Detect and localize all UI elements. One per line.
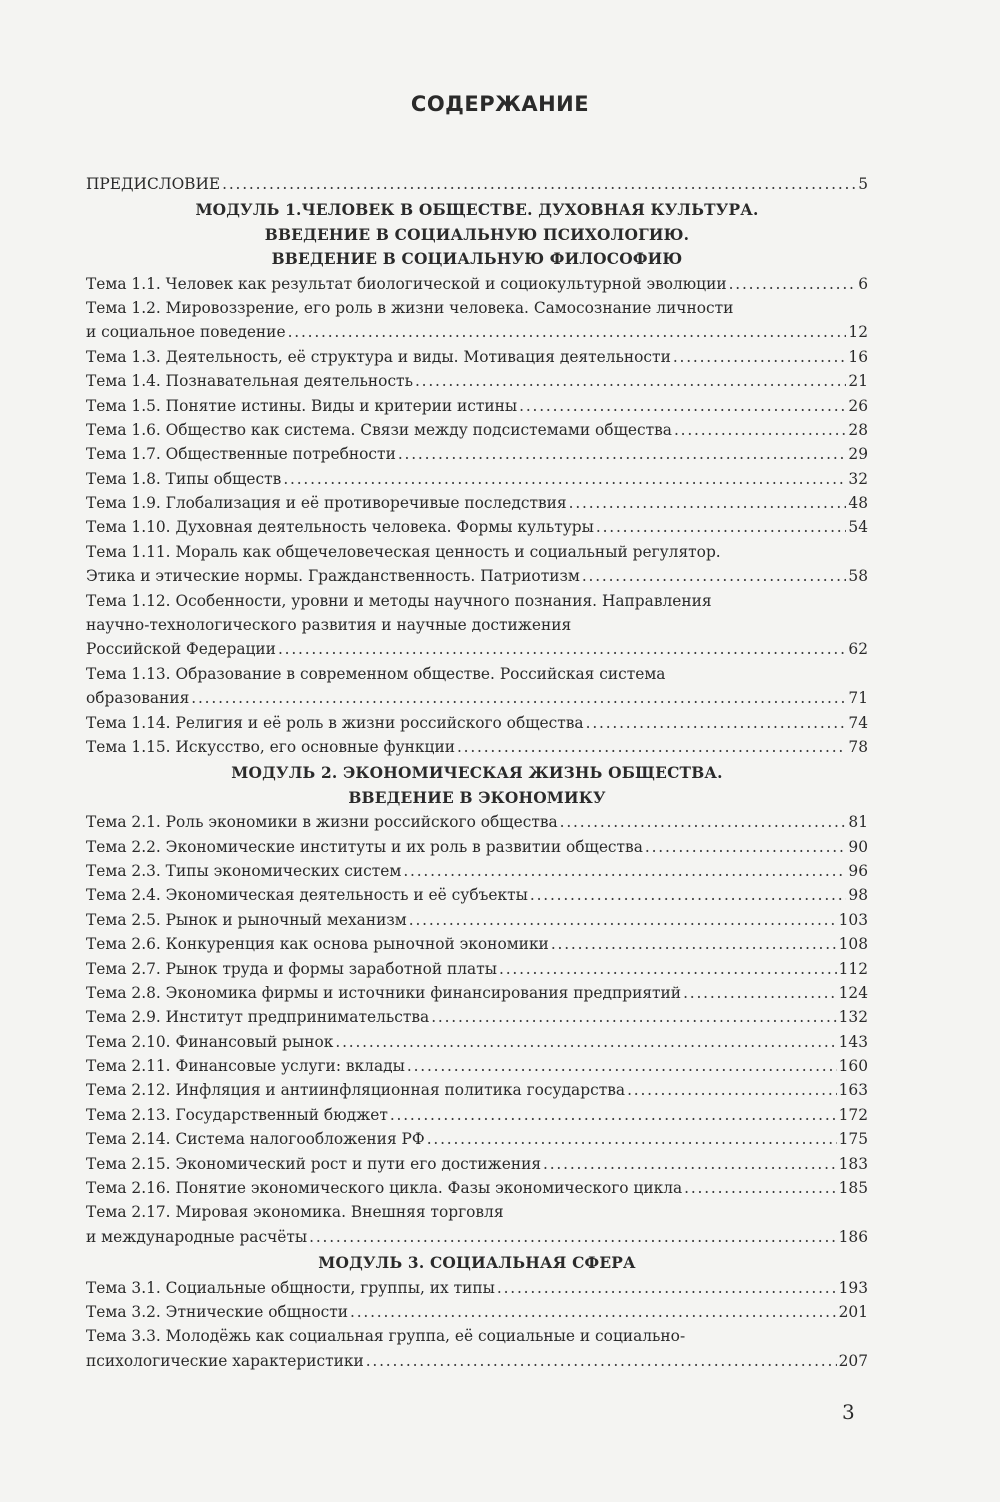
toc-entry[interactable]: [86, 1176, 868, 1200]
toc-entry-label: Тема 2.2. Экономические институты и их роль в развитии общества: [86, 837, 643, 856]
toc-entry-label: Тема 2.9. Институт предпринимательства: [86, 1008, 430, 1027]
dot-leader: [582, 564, 847, 588]
toc-page-number: 172: [838, 1105, 868, 1124]
toc-page-number: 74: [848, 713, 868, 732]
dot-leader: [398, 442, 847, 466]
toc-entry-label: Тема 1.15. Искусство, его основные функции: [86, 737, 455, 756]
toc-entry-label: Тема 2.4. Экономическая деятельность и её субъекты: [86, 886, 528, 905]
toc-page-number: 186: [838, 1227, 868, 1246]
toc-entry[interactable]: [86, 272, 868, 296]
toc-entry[interactable]: [86, 369, 868, 393]
toc-entry-label: Тема 2.15. Экономический рост и пути его достижения: [86, 1154, 542, 1173]
module-heading: МОДУЛЬ 2. ЭКОНОМИЧЕСКАЯ ЖИЗНЬ ОБЩЕСТВА.: [231, 764, 723, 783]
toc-entry[interactable]: [86, 883, 868, 907]
dot-leader: [278, 637, 846, 661]
toc-entry[interactable]: [86, 637, 868, 661]
toc-page-number: 143: [838, 1032, 868, 1051]
toc-page-number: 90: [848, 837, 868, 856]
toc-entry[interactable]: [86, 1127, 868, 1151]
toc-page-number: 124: [838, 983, 868, 1002]
toc-entry[interactable]: [86, 394, 868, 418]
toc-entry-label: Тема 2.5. Рынок и рыночный механизм: [86, 910, 407, 929]
toc-page-number: 207: [838, 1351, 868, 1370]
toc-entry-label: Тема 2.16. Понятие экономического цикла. Фазы экономического цикла: [86, 1179, 683, 1198]
toc-entry-label: Тема 2.13. Государственный бюджет: [86, 1105, 388, 1124]
toc-entry[interactable]: [86, 491, 868, 515]
toc-entry-label: Тема 2.12. Инфляция и антиинфляционная политика государства: [86, 1081, 626, 1100]
toc-entry[interactable]: [86, 932, 868, 956]
toc-entry[interactable]: [86, 686, 868, 710]
dot-leader: [335, 1030, 836, 1054]
toc-entry-label: Тема 1.9. Глобализация и её противоречивые последствия: [86, 494, 567, 513]
toc-entry[interactable]: [86, 1030, 868, 1054]
toc-page-number: 6: [858, 274, 868, 293]
toc-entry[interactable]: [86, 981, 868, 1005]
toc-entry-label: Тема 1.8. Типы обществ: [86, 469, 282, 488]
toc-entry[interactable]: [86, 957, 868, 981]
module-heading: ВВЕДЕНИЕ В ЭКОНОМИКУ: [348, 788, 606, 807]
toc-entry-label: Тема 1.14. Религия и её роль в жизни российского общества: [86, 713, 584, 732]
toc-entry-label: Российской Федерации: [86, 640, 276, 659]
table-of-contents: [86, 172, 868, 1373]
toc-page-number: 16: [848, 347, 868, 366]
toc-page-number: 103: [838, 910, 868, 929]
toc-entry-label: научно-технологического развития и научные достижения: [86, 616, 572, 635]
toc-page-number: 185: [838, 1179, 868, 1198]
toc-page-number: 132: [838, 1008, 868, 1027]
dot-leader: [519, 394, 846, 418]
toc-entry-label: Тема 2.6. Конкуренция как основа рыночной экономики: [86, 935, 549, 954]
toc-entry-label: Тема 1.7. Общественные потребности: [86, 445, 396, 464]
toc-entry-label: Этика и этические нормы. Гражданственность. Патриотизм: [86, 567, 580, 586]
toc-entry[interactable]: [86, 296, 868, 320]
toc-entry-label: Тема 1.11. Мораль как общечеловеческая ценность и социальный регулятор.: [86, 542, 721, 561]
toc-page-number: 21: [848, 372, 868, 391]
toc-entry-label: Тема 1.1. Человек как результат биологической и социокультурной эволюции: [86, 274, 727, 293]
toc-entry[interactable]: [86, 1349, 868, 1373]
toc-page-number: 48: [848, 494, 868, 513]
toc-entry[interactable]: [86, 1005, 868, 1029]
toc-entry[interactable]: [86, 589, 868, 613]
dot-leader: [409, 908, 837, 932]
toc-page-number: 81: [848, 813, 868, 832]
toc-entry[interactable]: [86, 735, 868, 759]
toc-entry[interactable]: [86, 1324, 868, 1348]
toc-entry[interactable]: [86, 1103, 868, 1127]
toc-page-number: 12: [848, 323, 868, 342]
toc-entry-label: ПРЕДИСЛОВИЕ: [86, 175, 221, 193]
toc-entry-label: Тема 2.14. Система налогообложения РФ: [86, 1130, 425, 1149]
toc-entry-label: Тема 2.11. Финансовые услуги: вклады: [86, 1057, 405, 1076]
toc-entry-label: и международные расчёты: [86, 1227, 308, 1246]
dot-leader: [684, 1176, 836, 1200]
toc-entry-label: Тема 2.8. Экономика фирмы и источники финансирования предприятий: [86, 983, 682, 1002]
dot-leader: [673, 345, 847, 369]
toc-entry[interactable]: [86, 1054, 868, 1078]
module-heading: МОДУЛЬ 3. СОЦИАЛЬНАЯ СФЕРА: [318, 1254, 636, 1273]
toc-entry-label: Тема 1.4. Познавательная деятельность: [86, 372, 413, 391]
toc-page-number: 201: [838, 1302, 868, 1321]
module-heading: ВВЕДЕНИЕ В СОЦИАЛЬНУЮ ПСИХОЛОГИЮ.: [264, 225, 690, 244]
toc-entry[interactable]: [86, 418, 868, 442]
toc-entry-label: Тема 1.10. Духовная деятельность человека. Формы культуры: [86, 518, 594, 537]
toc-entry[interactable]: [86, 908, 868, 932]
dot-leader: [427, 1127, 837, 1151]
toc-entry[interactable]: [86, 810, 868, 834]
toc-entry[interactable]: [86, 613, 868, 637]
toc-page-number: 163: [838, 1081, 868, 1100]
toc-entry[interactable]: [86, 711, 868, 735]
dot-leader: [390, 1103, 837, 1127]
dot-leader: [683, 981, 837, 1005]
toc-entry[interactable]: [86, 564, 868, 588]
dot-leader: [627, 1078, 837, 1102]
toc-entry-label: Тема 2.10. Финансовый рынок: [86, 1032, 334, 1051]
dot-leader: [309, 1225, 836, 1249]
dot-leader: [431, 1005, 836, 1029]
toc-entry-label: Тема 1.2. Мировоззрение, его роль в жизни человека. Самосознание личности: [86, 298, 734, 317]
toc-page-number: 175: [838, 1130, 868, 1149]
dot-leader: [497, 1276, 837, 1300]
toc-entry-label: Тема 3.1. Социальные общности, группы, их типы: [86, 1278, 495, 1297]
dot-leader: [366, 1349, 837, 1373]
dot-leader: [674, 418, 846, 442]
dot-leader: [569, 491, 847, 515]
toc-entry[interactable]: [86, 859, 868, 883]
dot-leader: [407, 1054, 837, 1078]
dot-leader: [560, 810, 847, 834]
toc-page-number: 183: [838, 1154, 868, 1173]
toc-entry[interactable]: [86, 442, 868, 466]
dot-leader: [530, 883, 847, 907]
toc-page-number: 32: [848, 469, 868, 488]
toc-entry[interactable]: [86, 345, 868, 369]
toc-page-number: 78: [848, 737, 868, 756]
toc-entry-label: образования: [86, 689, 190, 708]
dot-leader: [586, 711, 847, 735]
toc-entry-label: Тема 1.3. Деятельность, её структура и виды. Мотивация деятельности: [86, 347, 671, 366]
module-heading: МОДУЛЬ 1.ЧЕЛОВЕК В ОБЩЕСТВЕ. ДУХОВНАЯ КУЛЬТУРА.: [195, 201, 759, 220]
dot-leader: [729, 272, 857, 296]
page-title: СОДЕРЖАНИЕ: [410, 92, 590, 116]
toc-page-number: 26: [848, 396, 868, 415]
dot-leader: [415, 369, 846, 393]
toc-entry[interactable]: [86, 1300, 868, 1324]
toc-entry-label: и социальное поведение: [86, 323, 286, 342]
toc-entry[interactable]: [86, 320, 868, 344]
toc-entry-label: Тема 2.17. Мировая экономика. Внешняя торговля: [86, 1203, 504, 1222]
toc-entry[interactable]: [86, 1078, 868, 1102]
dot-leader: [191, 686, 846, 710]
dot-leader: [596, 515, 847, 539]
toc-page-number: 54: [848, 518, 868, 537]
toc-entry[interactable]: [86, 1152, 868, 1176]
toc-entry-label: Тема 3.3. Молодёжь как социальная группа, её социальные и социально-: [86, 1327, 686, 1346]
toc-page-number: 193: [838, 1278, 868, 1297]
dot-leader: [403, 859, 846, 883]
toc-entry-label: Тема 2.7. Рынок труда и формы заработной платы: [86, 959, 498, 978]
toc-page-number: 96: [848, 861, 868, 880]
toc-entry[interactable]: [86, 467, 868, 491]
toc-page-number: 58: [848, 567, 868, 586]
toc-entry-label: Тема 1.12. Особенности, уровни и методы научного познания. Направления: [86, 591, 712, 610]
toc-entry[interactable]: [86, 835, 868, 859]
toc-entry-label: Тема 2.1. Роль экономики в жизни российского общества: [86, 813, 558, 832]
dot-leader: [457, 735, 846, 759]
toc-entry[interactable]: [86, 1200, 868, 1224]
dot-leader: [288, 320, 847, 344]
toc-entry-label: психологические характеристики: [86, 1351, 364, 1370]
dot-leader: [283, 467, 846, 491]
toc-entry[interactable]: [86, 515, 868, 539]
toc-page-number: 112: [838, 959, 868, 978]
toc-entry-label: Тема 1.13. Образование в современном обществе. Российская система: [86, 664, 666, 683]
toc-entry-label: Тема 1.6. Общество как система. Связи между подсистемами общества: [86, 420, 672, 439]
dot-leader: [543, 1152, 837, 1176]
toc-page-number: 62: [848, 640, 868, 659]
toc-entry[interactable]: [86, 1225, 868, 1249]
dot-leader: [551, 932, 837, 956]
toc-page-number: 28: [848, 420, 868, 439]
toc-page-number: 98: [848, 886, 868, 905]
dot-leader: [350, 1300, 837, 1324]
toc-page-number: 29: [848, 445, 868, 464]
toc-page-number: 71: [848, 689, 868, 708]
toc-entry-label: Тема 2.3. Типы экономических систем: [86, 861, 402, 880]
dot-leader: [222, 172, 856, 196]
dot-leader: [645, 835, 847, 859]
page-number: 3: [842, 1400, 855, 1424]
toc-entry-preface[interactable]: [86, 172, 868, 196]
toc-entry[interactable]: [86, 540, 868, 564]
toc-entry[interactable]: [86, 662, 868, 686]
toc-entry[interactable]: [86, 1276, 868, 1300]
toc-entry-label: Тема 1.5. Понятие истины. Виды и критерии истины: [86, 396, 518, 415]
dot-leader: [499, 957, 837, 981]
module-heading: ВВЕДЕНИЕ В СОЦИАЛЬНУЮ ФИЛОСОФИЮ: [271, 250, 683, 269]
toc-page-number: 108: [838, 935, 868, 954]
toc-page-number: 5: [858, 175, 868, 193]
toc-page-number: 160: [838, 1057, 868, 1076]
toc-entry-label: Тема 3.2. Этнические общности: [86, 1302, 349, 1321]
